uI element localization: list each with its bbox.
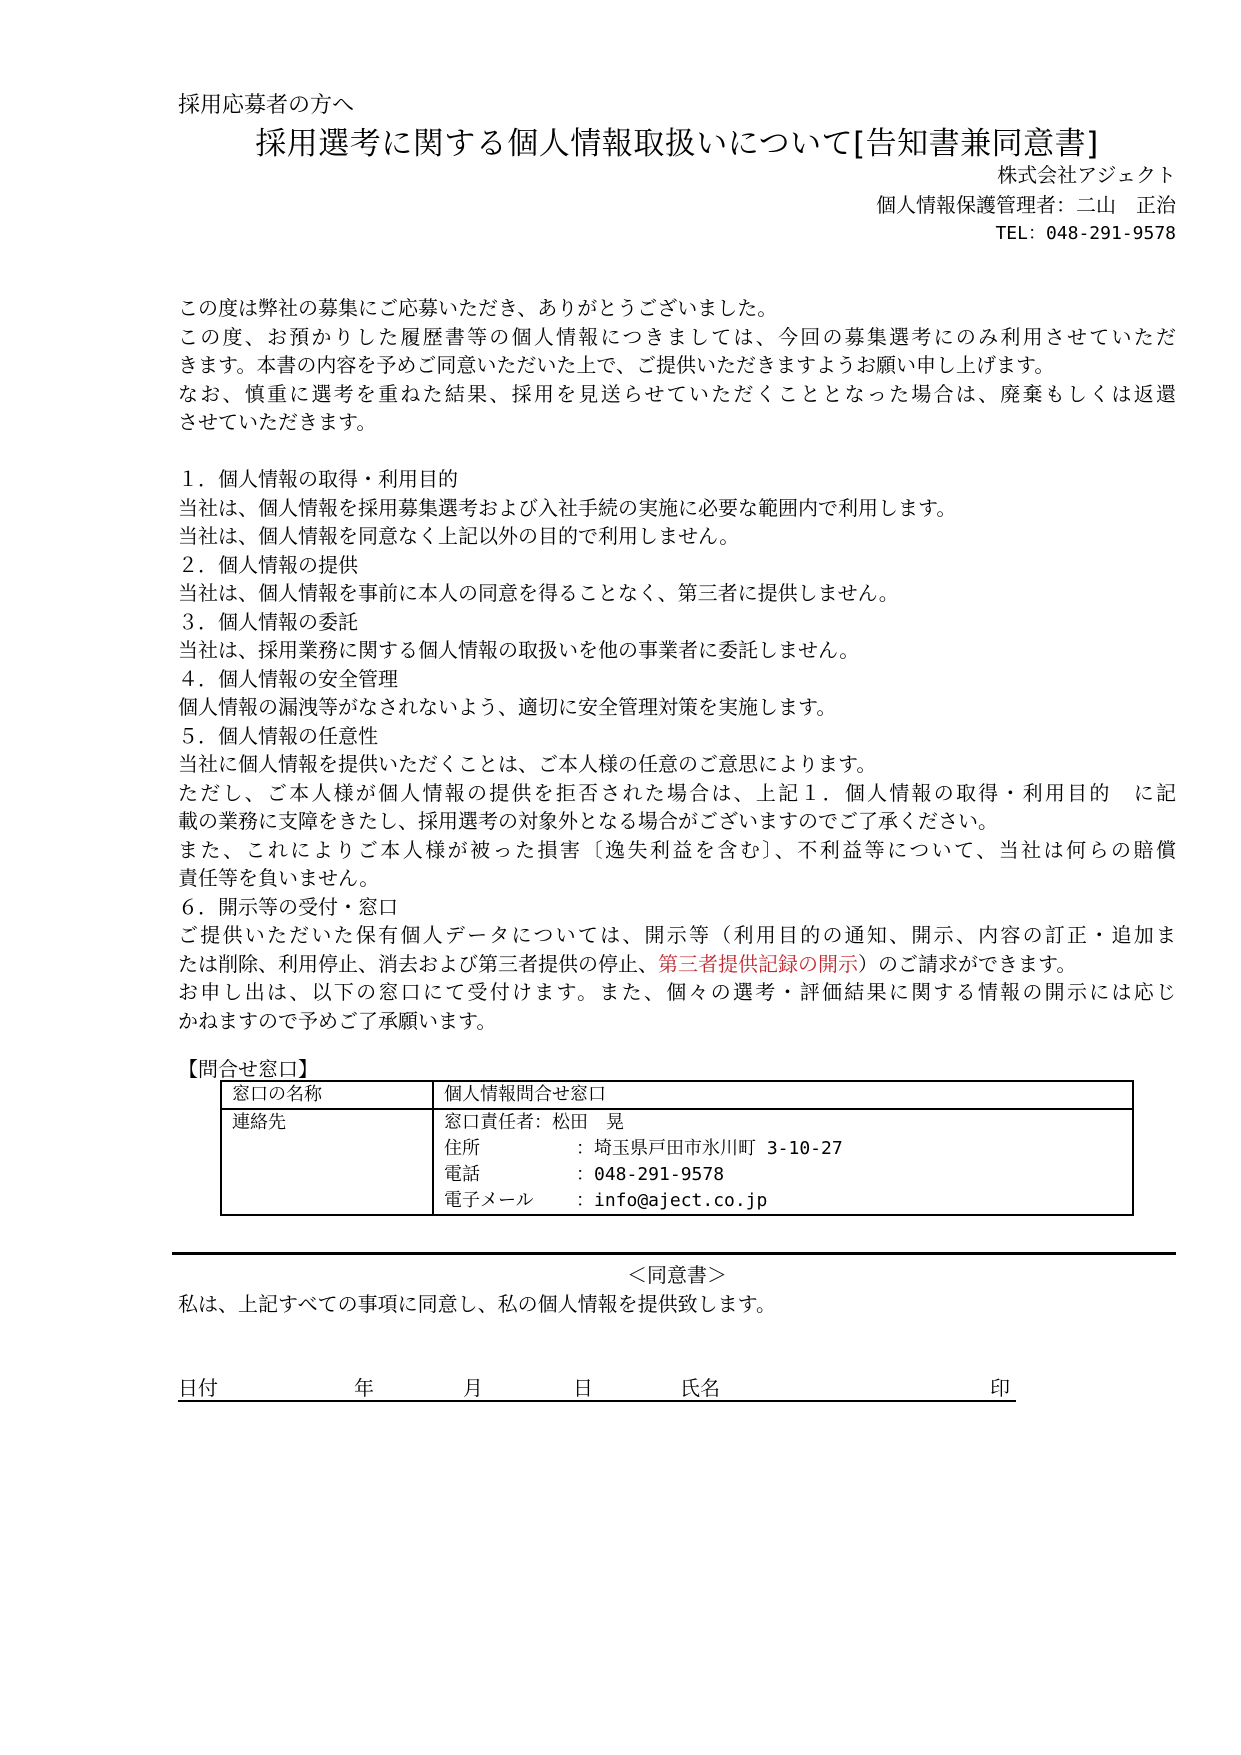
section-text: 当社は、個人情報を事前に本人の同意を得ることなく、第三者に提供しません。 [178,581,899,605]
intro-line: この度、お預かりした履歴書等の個人情報につきましては、今回の募集選考にのみ利用させていただ [178,324,1176,349]
section-text: 当社は、個人情報を採用募集選考および入社手続の実施に必要な範囲内で利用します。 [178,495,957,520]
window-name-key: 窓口の名称 [232,1084,322,1105]
email-value: ：info@aject.co.jp [576,1190,768,1211]
intro-line: なお、慎重に選考を重ねた結果、採用を見送らせていただくこととなった場合は、廃棄もしくは返還 [178,381,1176,406]
consent-title: ＜同意書＞ [627,1263,727,1287]
section-text: 個人情報の漏洩等がなされないよう、適切に安全管理対策を実施します。 [178,695,837,719]
section-heading-2: ２．個人情報の提供 [178,552,358,577]
section-text: また、これによりご本人様が被った損害〔逸失利益を含む〕、不利益等について、当社は何らの賠償 [178,837,1176,862]
intro-paragraph [178,294,1176,1035]
table-row [221,1109,1133,1215]
email-label: 電子メール [444,1190,534,1211]
phone-label: 電話 [444,1164,480,1185]
contact-email [444,1188,1122,1214]
section-heading-1: １．個人情報の取得・利用目的 [178,467,458,491]
section-heading-3: ３．個人情報の委託 [178,609,358,634]
name-label: 氏名 [680,1376,720,1400]
responsible-label: 窓口責任者 [444,1112,534,1133]
section-text-part: たは削除、利用停止、消去および第三者提供の停止、 [178,951,658,976]
section-text: 責任等を負いません。 [178,866,380,890]
table-cell [221,1081,433,1109]
section-text: 当社は、個人情報を同意なく上記以外の目的で利用しません。 [178,524,740,548]
divider [172,1252,1176,1255]
address-value: ：埼玉県戸田市氷川町 3-10-27 [576,1138,843,1159]
date-label: 日付 [178,1376,218,1400]
month-label: 月 [463,1376,483,1400]
contact-key: 連絡先 [232,1112,286,1133]
contact-address [444,1136,1122,1162]
highlighted-text: 第三者提供記録の開示 [658,951,858,976]
section-text: ご提供いただいた保有個人データについては、開示等（利用目的の通知、開示、内容の訂正・追加ま [178,923,1176,947]
contact-phone [444,1162,1122,1188]
section-heading-5: ５．個人情報の任意性 [178,723,378,748]
section-heading-6: ６．開示等の受付・窓口 [178,894,398,919]
recipient-line: 採用応募者の方へ [178,93,355,118]
privacy-manager: 個人情報保護管理者：二山 正治 [876,193,1176,217]
intro-line: させていただきます。 [178,410,377,434]
signature-line[interactable] [178,1372,1016,1402]
company-tel: TEL：048-291-9578 [995,223,1176,244]
document-title: 採用選考に関する個人情報取扱いについて[告知書兼同意書] [255,126,1099,162]
section-text [178,950,1176,979]
window-name-value: 個人情報問合せ窓口 [444,1084,606,1105]
address-label: 住所 [444,1138,480,1159]
responsible-value: ：松田 晃 [534,1112,624,1133]
section-text: ただし、ご本人様が個人情報の提供を拒否された場合は、上記１．個人情報の取得・利用目的 に記 [178,780,1176,805]
section-heading-4: ４．個人情報の安全管理 [178,666,398,691]
contact-responsible [444,1110,1122,1136]
table-cell [433,1081,1133,1109]
phone-value: ：048-291-9578 [576,1164,725,1185]
contact-label: 【問合せ窓口】 [178,1057,318,1081]
day-label: 日 [573,1376,593,1400]
section-text: お申し出は、以下の窓口にて受付けます。また、個々の選考・評価結果に関する情報の開示には応じ [178,980,1176,1004]
consent-text: 私は、上記すべての事項に同意し、私の個人情報を提供致します。 [178,1292,776,1316]
intro-line: きます。本書の内容を予めご同意いただいた上で、ご提供いただきますようお願い申し上げます。 [178,353,1055,377]
company-name: 株式会社アジェクト [997,163,1176,187]
table-cell [221,1109,433,1215]
section-text: かねますので予めご了承願います。 [178,1008,497,1033]
intro-line: この度は弊社の募集にご応募いただき、ありがとうございました。 [178,296,778,320]
table-row [221,1081,1133,1109]
section-text: 載の業務に支障をきたし、採用選考の対象外となる場合がございますのでご了承ください。 [178,809,998,833]
seal-label: 印 [990,1376,1010,1400]
section-text-part: ）のご請求ができます。 [858,951,1077,976]
contact-table [220,1080,1134,1216]
section-text: 当社に個人情報を提供いただくことは、ご本人様の任意のご意思によります。 [178,752,877,776]
section-text: 当社は、採用業務に関する個人情報の取扱いを他の事業者に委託しません。 [178,638,860,662]
year-label: 年 [354,1376,374,1400]
table-cell [433,1109,1133,1215]
